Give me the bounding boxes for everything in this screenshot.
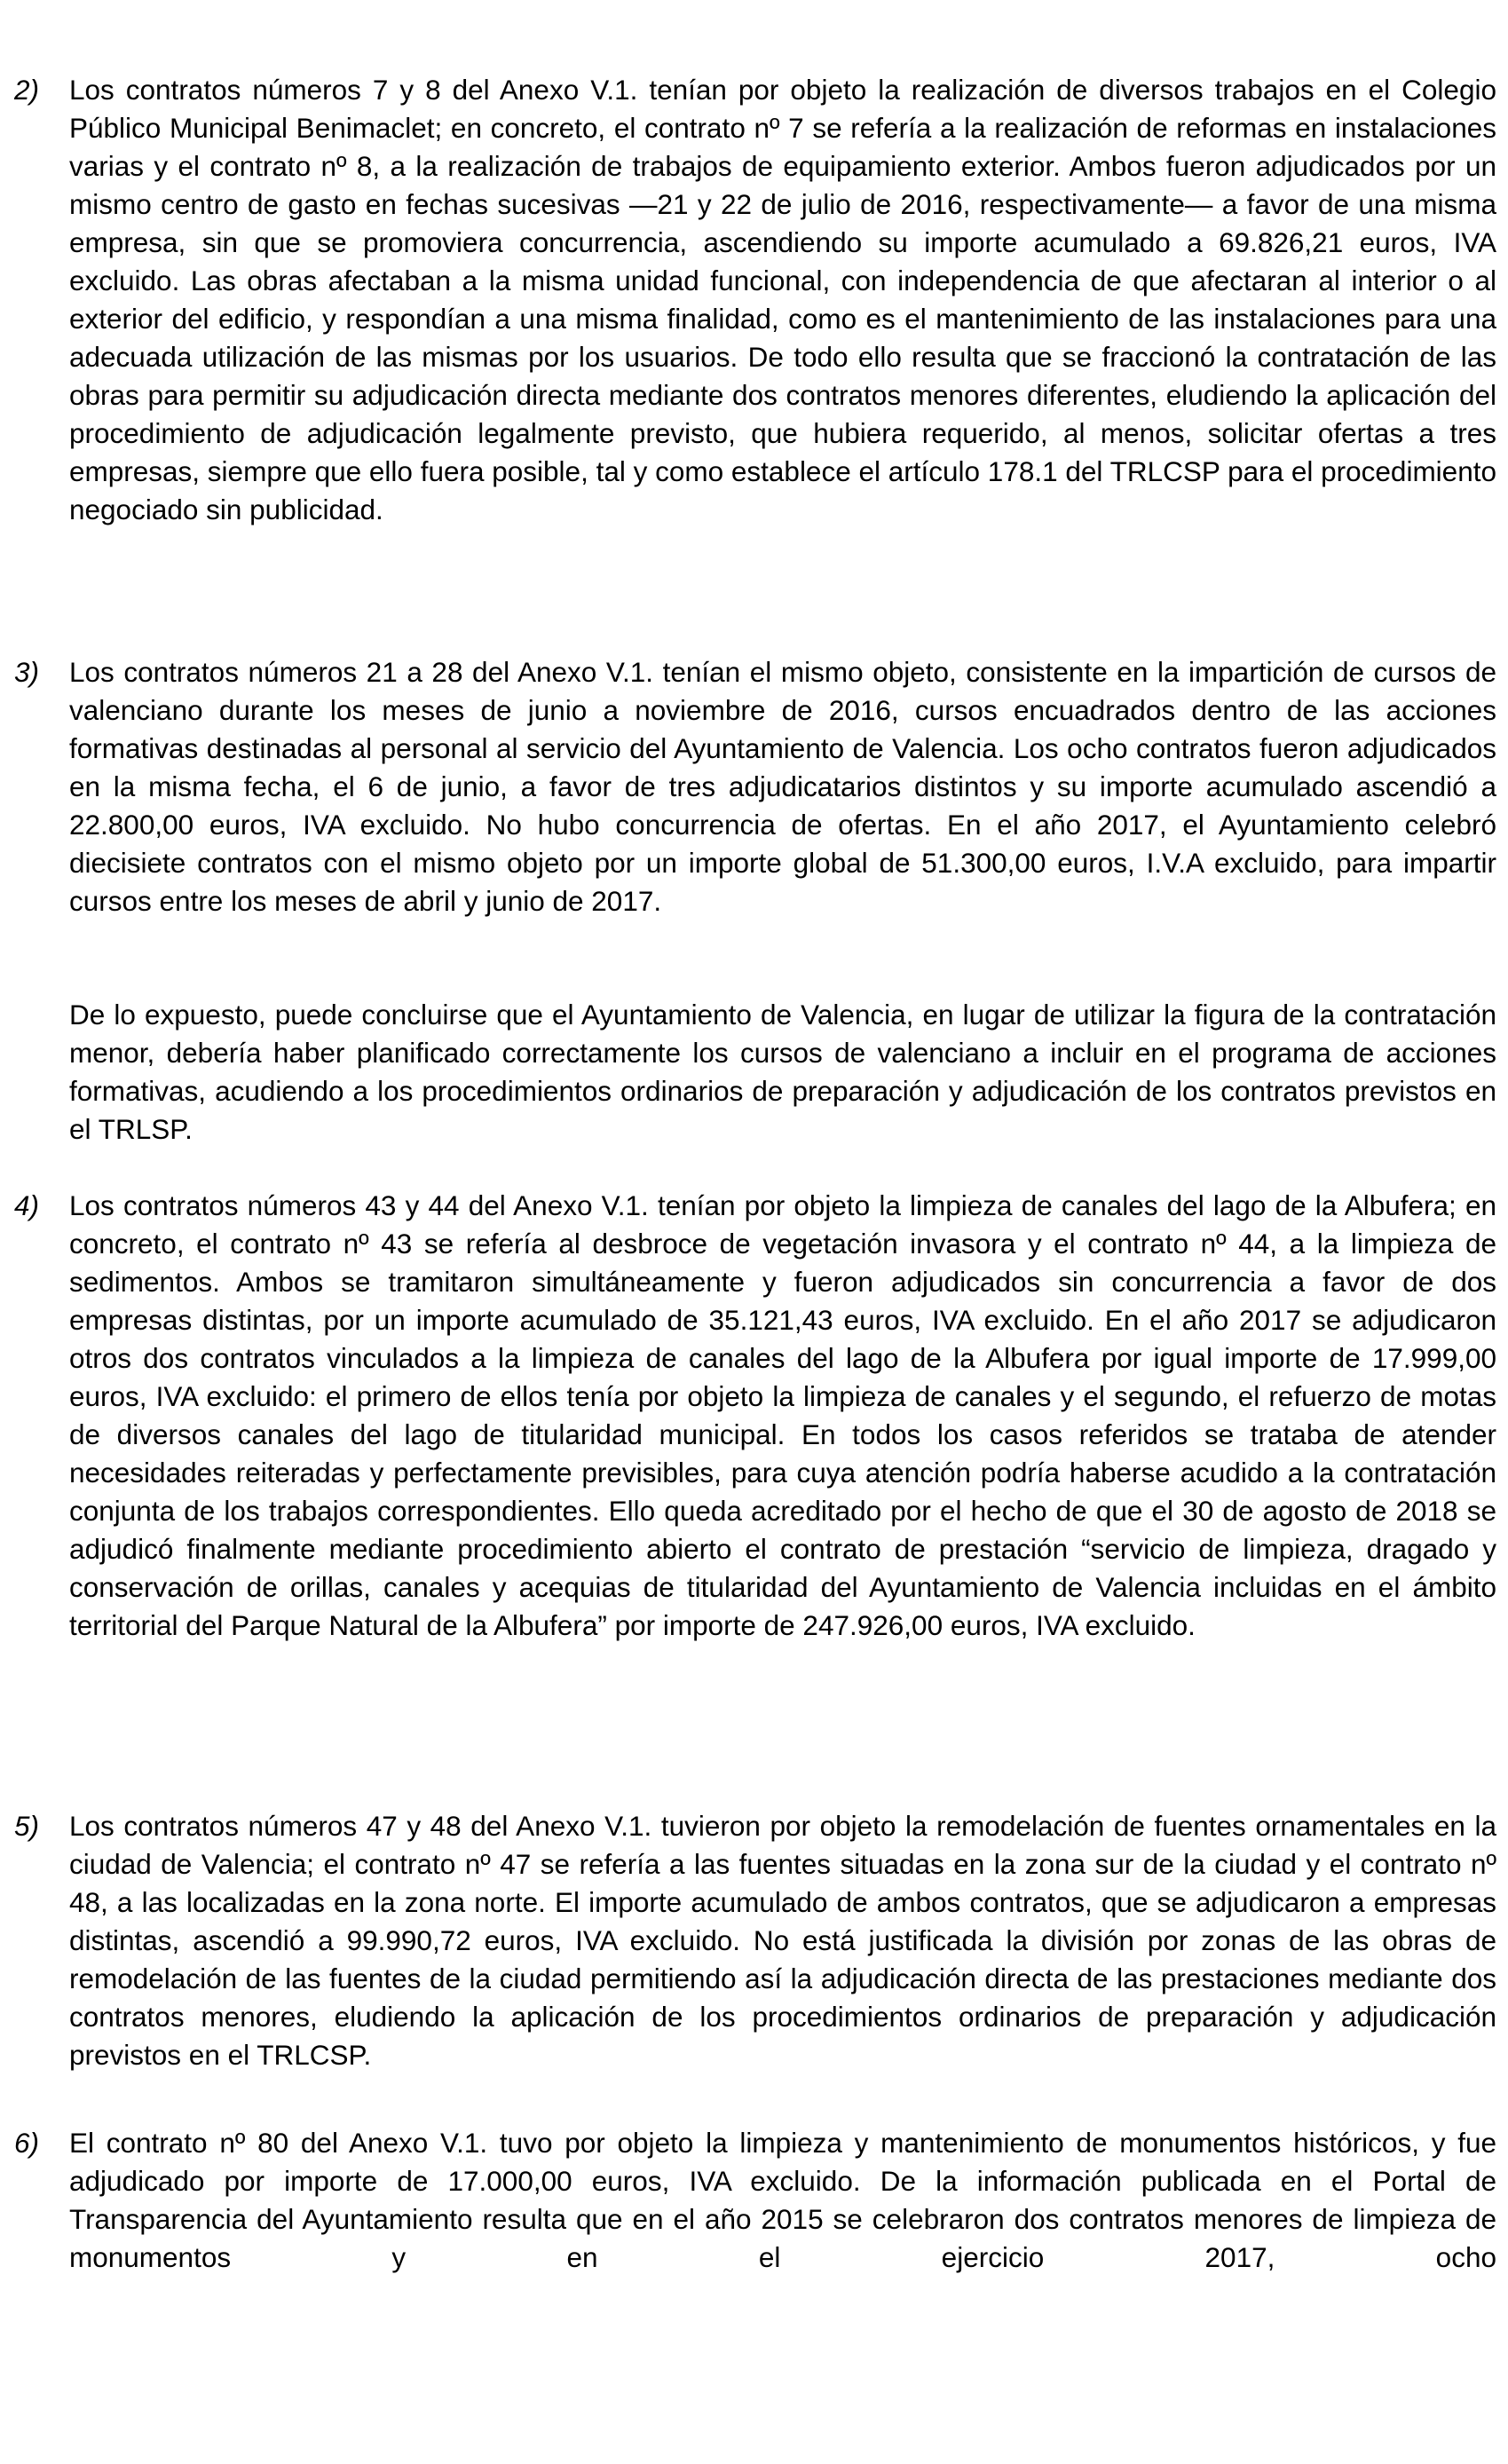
list-item bbox=[14, 71, 1496, 529]
item-number: 4) bbox=[14, 1189, 40, 1221]
item-number: 5) bbox=[14, 1810, 40, 1842]
item-number: 2) bbox=[14, 74, 40, 106]
list-item bbox=[14, 1187, 1496, 1645]
list-item bbox=[14, 2124, 1496, 2277]
item-paragraph: Los contratos números 7 y 8 del Anexo V.1. tenían por objeto la realización de diversos trabajos en el Colegio Público Municipal Benimaclet; en concreto, el contrato nº 7 se refería a la realización de reformas en instalaciones varias y el contrato nº 8, a la realización de trabajos de equipamiento exterior. Ambos fueron adjudicados por un mismo centro de gasto en fechas sucesivas —21 y 22 de julio de 2016, respectivamente— a favor de una misma empresa, sin que se promoviera concurrencia, ascendiendo su importe acumulado a 69.826,21 euros, IVA excluido. Las obras afectaban a la misma unidad funcional, con independencia de que afectaran al interior o al exterior del edificio, y respondían a una misma finalidad, como es el mantenimiento de las instalaciones para una adecuada utilización de las mismas por los usuarios. De todo ello resulta que se fraccionó la contratación de las obras para permitir su adjudicación directa mediante dos contratos menores diferentes, eludiendo la aplicación del procedimiento de adjudicación legalmente previsto, que hubiera requerido, al menos, solicitar ofertas a tres empresas, siempre que ello fuera posible, tal y como establece el artículo 178.1 del TRLCSP para el procedimiento negociado sin publicidad. bbox=[69, 74, 1496, 525]
item-number: 3) bbox=[14, 656, 40, 688]
list-item bbox=[14, 1807, 1496, 2074]
item-paragraph: El contrato nº 80 del Anexo V.1. tuvo por objeto la limpieza y mantenimiento de monumentos históricos, y fue adjudicado por importe de 17.000,00 euros, IVA excluido. De la información publicada en el Portal de Transparencia del Ayuntamiento resulta que en el año 2015 se celebraron dos contratos menores de limpieza de monumentos y en el ejercicio 2017, ocho bbox=[69, 2127, 1496, 2273]
conclusion-paragraph: De lo expuesto, puede concluirse que el Ayuntamiento de Valencia, en lugar de utilizar la figura de la contratación menor, debería haber planificado correctamente los cursos de valenciano a incluir en el programa de acciones formativas, acudiendo a los procedimientos ordinarios de preparación y adjudicación de los contratos previstos en el TRLSP. bbox=[69, 999, 1496, 1145]
list-item bbox=[14, 653, 1496, 920]
item-paragraph: Los contratos números 21 a 28 del Anexo V.1. tenían el mismo objeto, consistente en la impartición de cursos de valenciano durante los meses de junio a noviembre de 2016, cursos encuadrados dentro de las acciones formativas destinadas al personal al servicio del Ayuntamiento de Valencia. Los ocho contratos fueron adjudicados en la misma fecha, el 6 de junio, a favor de tres adjudicatarios distintos y su importe acumulado ascendió a 22.800,00 euros, IVA excluido. No hubo concurrencia de ofertas. En el año 2017, el Ayuntamiento celebró diecisiete contratos con el mismo objeto por un importe global de 51.300,00 euros, I.V.A excluido, para impartir cursos entre los meses de abril y junio de 2017. bbox=[69, 656, 1496, 917]
item-number: 6) bbox=[14, 2127, 40, 2159]
item-paragraph: Los contratos números 43 y 44 del Anexo V.1. tenían por objeto la limpieza de canales del lago de la Albufera; en concreto, el contrato nº 43 se refería al desbroce de vegetación invasora y el contrato nº 44, a la limpieza de sedimentos. Ambos se tramitaron simultáneamente y fueron adjudicados sin concurrencia a favor de dos empresas distintas, por un importe acumulado de 35.121,43 euros, IVA excluido. En el año 2017 se adjudicaron otros dos contratos vinculados a la limpieza de canales del lago de la Albufera por igual importe de 17.999,00 euros, IVA excluido: el primero de ellos tenía por objeto la limpieza de canales y el segundo, el refuerzo de motas de diversos canales del lago de titularidad municipal. En todos los casos referidos se trataba de atender necesidades reiteradas y perfectamente previsibles, para cuya atención podría haberse acudido a la contratación conjunta de los trabajos correspondientes. Ello queda acreditado por el hecho de que el 30 de agosto de 2018 se adjudicó finalmente mediante procedimiento abierto el contrato de prestación “servicio de limpieza, dragado y conservación de orillas, canales y acequias de titularidad del Ayuntamiento de Valencia incluidas en el ámbito territorial del Parque Natural de la Albufera” por importe de 247.926,00 euros, IVA excluido. bbox=[69, 1189, 1496, 1641]
item-paragraph: Los contratos números 47 y 48 del Anexo V.1. tuvieron por objeto la remodelación de fuentes ornamentales en la ciudad de Valencia; el contrato nº 47 se refería a las fuentes situadas en la zona sur de la ciudad y el contrato nº 48, a las localizadas en la zona norte. El importe acumulado de ambos contratos, que se adjudicaron a empresas distintas, ascendió a 99.990,72 euros, IVA excluido. No está justificada la división por zonas de las obras de remodelación de las fuentes de la ciudad permitiendo así la adjudicación directa de las prestaciones mediante dos contratos menores, eludiendo la aplicación de los procedimientos ordinarios de preparación y adjudicación previstos en el TRLCSP. bbox=[69, 1810, 1496, 2071]
